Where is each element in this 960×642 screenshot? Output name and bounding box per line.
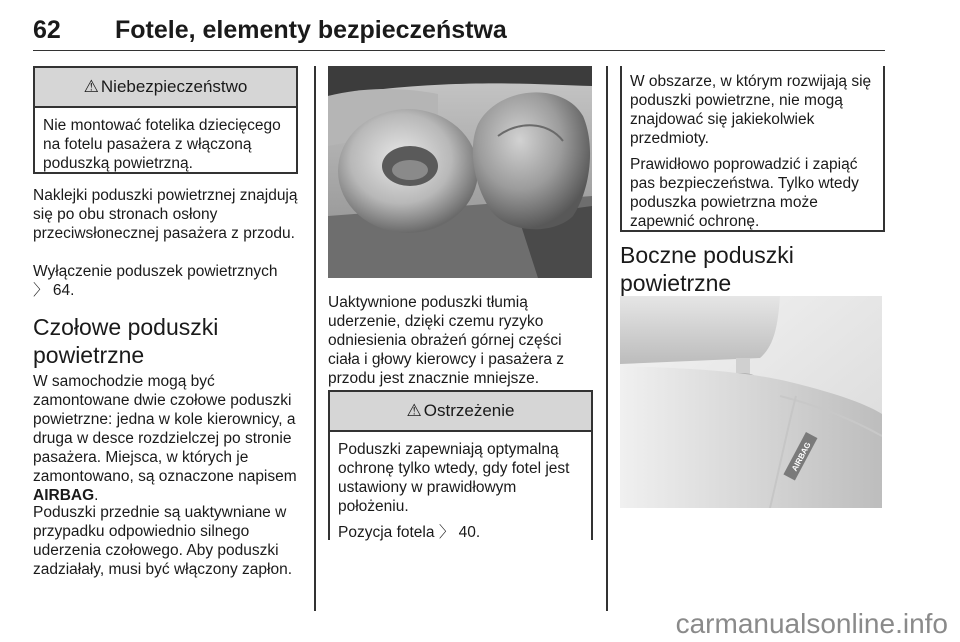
page-header bbox=[33, 6, 885, 51]
danger-box-body bbox=[35, 108, 296, 186]
reference-arrow-icon: 〉 bbox=[33, 282, 49, 299]
airbag-label: AIRBAG bbox=[33, 487, 95, 504]
caution-box-text-1: W obszarze, w którym rozwijają się poduszki powietrzne, nie mogą znajdować się jakiekolwiek przedmioty. bbox=[630, 73, 872, 147]
reference-arrow-icon: 〉 bbox=[438, 524, 455, 541]
photo-caption: Uaktywnione poduszki tłumią uderzenie, dzięki czemu ryzyko odniesienia obrażeń górnej części ciała i głowy kierowcy i pasażera z przodu jest znacznie mniejsze. bbox=[328, 294, 565, 387]
warning-box-header bbox=[330, 392, 591, 432]
seat-position-page-ref[interactable]: 40. bbox=[458, 524, 481, 541]
seat-airbag-label: AIRBAG bbox=[789, 440, 813, 473]
warning-box bbox=[328, 390, 593, 540]
front-airbags-illustration bbox=[328, 66, 592, 278]
front-airbags-text-end: . bbox=[94, 487, 99, 504]
caution-box-text-2: Prawidłowo poprowadzić i zapiąć pas bezpieczeństwa. Tylko wtedy poduszka powietrzna może zapewnić ochronę. bbox=[630, 156, 859, 230]
deactivation-text: Wyłączenie poduszek powietrznych bbox=[33, 263, 278, 280]
caution-box bbox=[620, 66, 885, 232]
seat-position-text: Pozycja fotela bbox=[338, 524, 435, 541]
front-airbags-photo bbox=[328, 66, 592, 278]
warning-triangle-icon: ⚠ bbox=[83, 77, 99, 96]
danger-box-text: Nie montować fotelika dziecięcego na fotelu pasażera z włączoną poduszką powietrzną. bbox=[43, 117, 281, 172]
danger-box bbox=[33, 66, 298, 174]
page-title: Fotele, elementy bezpieczeństwa bbox=[115, 16, 507, 44]
warning-triangle-icon: ⚠ bbox=[406, 401, 422, 420]
warning-box-text: Poduszki zapewniają optymalną ochronę tylko wtedy, gdy fotel jest ustawiony w prawidłowym położeniu. bbox=[338, 441, 570, 515]
danger-box-header bbox=[35, 68, 296, 108]
column-divider bbox=[606, 66, 608, 611]
deactivation-page-ref[interactable]: 64. bbox=[52, 282, 75, 299]
side-airbag-photo bbox=[620, 296, 882, 508]
sticker-paragraph: Naklejki poduszki powietrznej znajdują się po obu stronach osłony przeciwsłonecznej pasażera z przodu. bbox=[33, 187, 298, 242]
caution-box-body bbox=[622, 66, 883, 244]
warning-box-ref-line bbox=[338, 523, 583, 542]
page-number: 62 bbox=[33, 16, 61, 44]
deactivation-paragraph bbox=[33, 262, 301, 300]
column-divider bbox=[314, 66, 316, 611]
warning-box-title: Ostrzeżenie bbox=[423, 401, 515, 420]
section-heading-side-airbags: Boczne poduszki powietrzne bbox=[620, 242, 794, 296]
front-airbags-text: W samochodzie mogą być zamontowane dwie czołowe poduszki powietrzne: jedna w kole kierownicy, a druga w desce rozdzielczej po stronie pasażera. Miejsca, w których je zamontowano, są oznaczone napisem bbox=[33, 373, 297, 485]
front-airbags-paragraph bbox=[33, 372, 301, 505]
watermark: carmanualsonline.info bbox=[675, 608, 948, 639]
danger-box-title: Niebezpieczeństwo bbox=[100, 77, 248, 96]
front-activation-paragraph: Poduszki przednie są uaktywniane w przypadku odpowiednio silnego uderzenia czołowego. Aby poduszki zadziałały, musi być włączony zapłon. bbox=[33, 504, 293, 578]
section-heading-front-airbags: Czołowe poduszki powietrzne bbox=[33, 314, 219, 368]
side-airbag-illustration bbox=[620, 296, 882, 508]
warning-box-body bbox=[330, 432, 591, 555]
